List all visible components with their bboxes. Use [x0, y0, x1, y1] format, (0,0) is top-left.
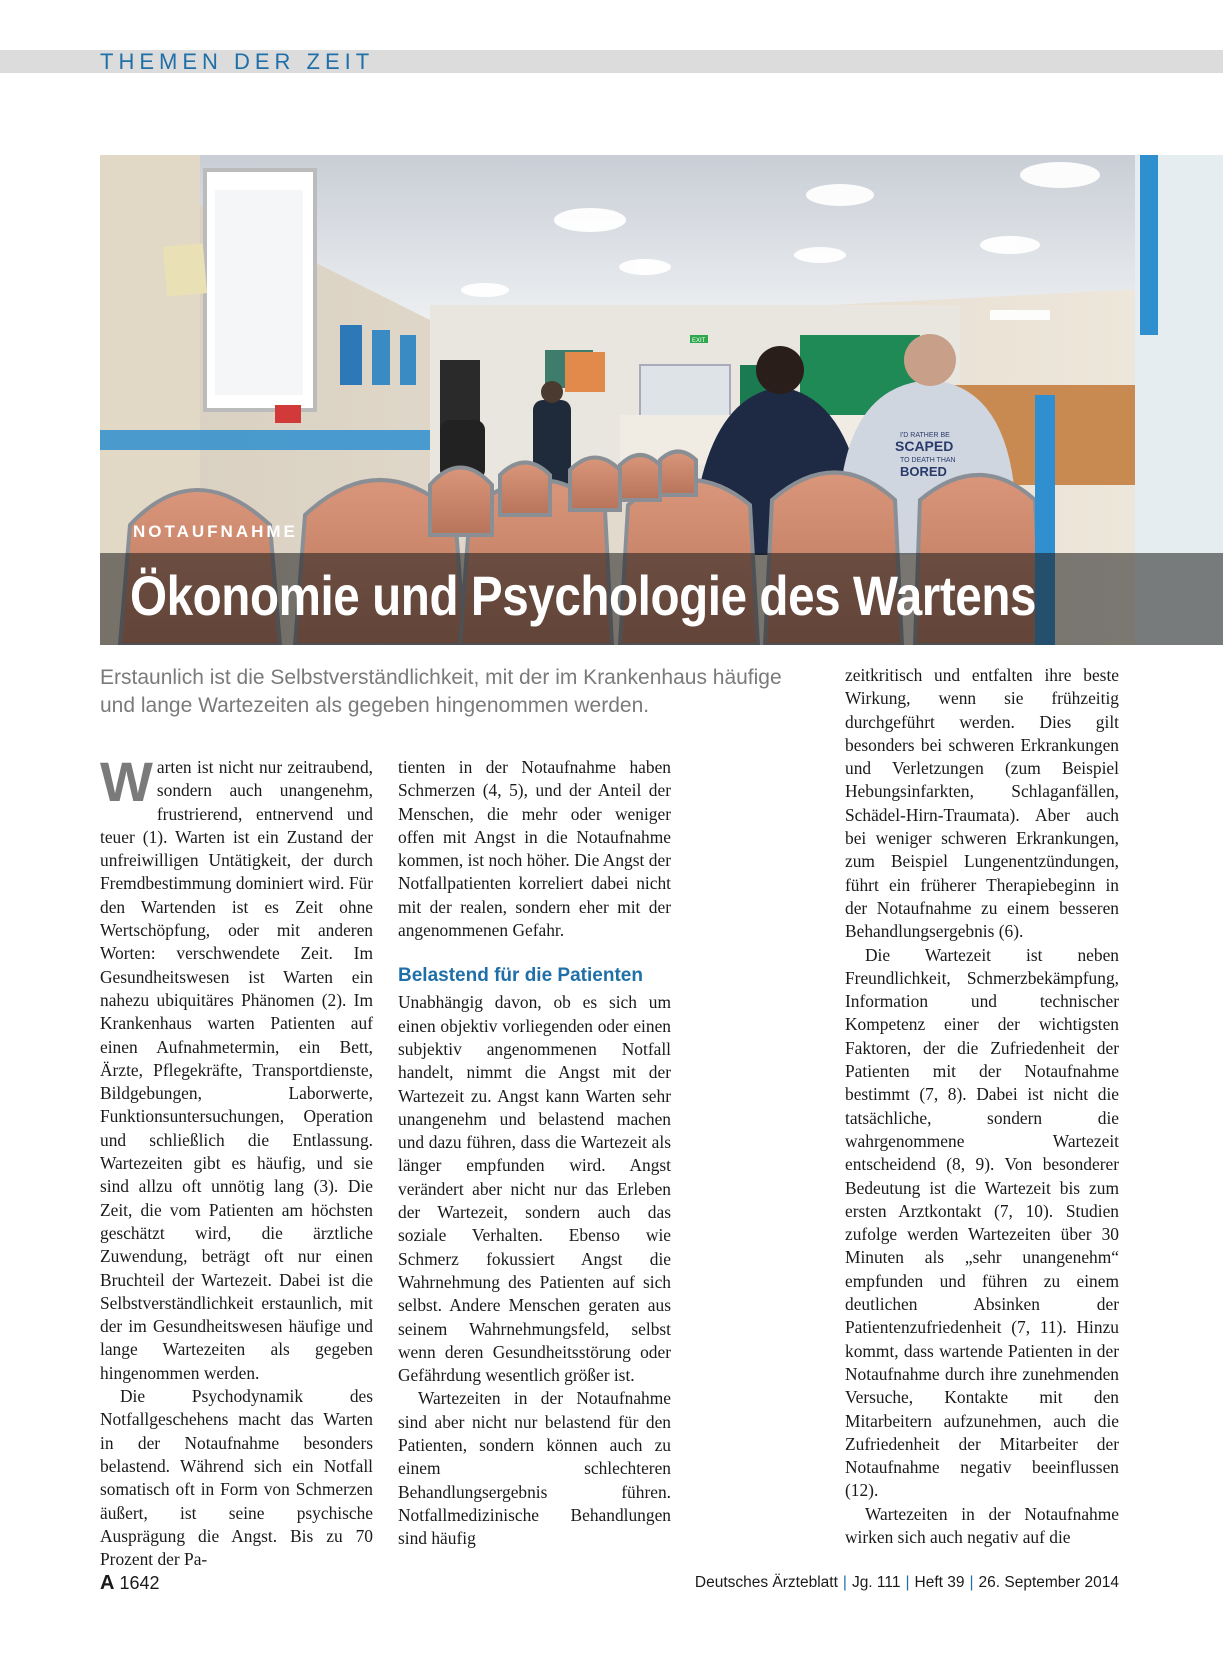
publication-date: 26. September 2014	[978, 1574, 1119, 1591]
article-kicker: NOTAUFNAHME	[133, 522, 298, 541]
shirt-text-2: SCAPED	[895, 438, 954, 454]
paragraph: Wartezeiten in der Notaufnahme wirken sich auch negativ auf die	[845, 1503, 1119, 1547]
article-title: Ökonomie und Psychologie des Wartens	[130, 564, 1037, 627]
drop-cap: W	[100, 750, 153, 813]
paragraph: Die Psychodynamik des Notfallgeschehens macht das Warten in der Notaufnahme besonders belastend. Während sich ein Notfall somatisch oft in Form von Schmerzen äußert, ist seine psychische Ausprägung die Angst. Bis zu 70 Prozent der Pa-	[100, 1386, 373, 1570]
shirt-text-1: I'D RATHER BE	[900, 432, 950, 439]
text-column-1	[100, 750, 373, 1571]
paragraph: zeitkritisch und entfalten ihre beste Wirkung, wenn sie frühzeitig durchgeführt werden. Dies gilt besonders bei schweren Erkrankungen und Verletzungen (zum Beispiel Hebungsinfarkten, Schlaganfällen, Schädel-Hirn-Traumata). Aber auch bei weniger schweren Erkrankungen, zum Beispiel Lungenentzündungen, führt ein früherer Therapiebeginn in der Notaufnahme zu einem besseren Behandlungsergebnis (6).	[845, 665, 1119, 942]
article-lead: Erstaunlich ist die Selbstverständlichkeit, mit der im Krankenhaus häufige und lange Wartezeiten als gegeben hingenommen werden.	[100, 666, 782, 717]
text-column-3	[845, 664, 1119, 1549]
journal-name: Deutsches Ärzteblatt	[694, 1574, 838, 1591]
separator: |	[842, 1574, 847, 1591]
page-number	[100, 1572, 160, 1595]
paragraph: Wartezeiten in der Notaufnahme sind aber nicht nur belastend für den Patienten, sondern können auch zu einem schlechteren Behandlungsergebnis führen. Notfallmedizinische Behandlungen sind häufig	[398, 1388, 671, 1549]
separator: |	[969, 1574, 974, 1591]
page-prefix: A	[100, 1572, 115, 1594]
text-column-2	[398, 756, 671, 1551]
page-number-value: 1642	[119, 1573, 160, 1593]
section-label: THEMEN DER ZEIT	[100, 49, 375, 74]
separator: |	[905, 1574, 910, 1591]
journal-volume: Jg. 111	[851, 1574, 901, 1591]
paragraph: Unabhängig davon, ob es sich um einen objektiv vorliegenden oder einen subjektiv angenommenen Notfall handelt, nimmt die Angst mit der Wartezeit zu. Angst kann Warten sehr unangenehm und belastend machen und dazu führen, dass die Wartezeit als länger empfunden wird. Angst verändert aber nicht nur das Erleben der Wartezeit, sondern auch das soziale Verhalten. Ebenso wie Schmerz fokussiert Angst die Wahrnehmung des Patienten auf sich selbst. Andere Menschen geraten aus seinem Wahrnehmungsfeld, selbst wenn deren Gesundheitsstörung oder Gefährdung wesentlich größer ist.	[398, 992, 671, 1386]
subheading: Belastend für die Patienten	[398, 965, 643, 987]
exit-sign: EXIT	[692, 338, 706, 344]
paragraph-text: arten ist nicht nur zeitraubend, sondern auch unangenehm, frustrierend, entnervend und teuer (1). Warten ist ein Zustand der unfreiwilligen Untätigkeit, der durch Fremdbestimmung dominiert wird. Für den Wartenden ist es Zeit ohne Wertschöpfung, oder mit anderen Worten: verschwendete Zeit. Im Gesundheitswesen ist Warten ein nahezu ubiquitäres Phänomen (2). Im Krankenhaus warten Patienten auf einen Aufnahmetermin, ein Bett, Ärzte, Pflegekräfte, Transportdienste, Bildgebungen, Laborwerte, Funktionsuntersuchungen, Operation und schließlich die Entlassung. Wartezeiten gibt es häufig, und sie sind allzu oft unnötig lang (3). Die Zeit, die vom Patienten am höchsten geschätzt wird, die ärztliche Zuwendung, beträgt oft nur einen Bruchteil der Wartezeit. Dabei ist die Selbstverständlichkeit erstaunlich, mit der im Gesundheitswesen häufige und lange Wartezeiten als gegeben hingenommen werden.	[100, 757, 373, 1383]
paragraph: Die Wartezeit ist neben Freundlichkeit, Schmerzbekämpfung, Information und technischer Kompetenz einer der wichtigsten Faktoren, der die Zufriedenheit der Patienten mit der Notaufnahme bestimmt (7, 8). Dabei ist nicht die tatsächliche, sondern die wahrgenommene Wartezeit entscheidend (8, 9). Von besonderer Bedeutung ist die Wartezeit bis zum ersten Arztkontakt (7, 10). Studien zufolge werden Wartezeiten über 30 Minuten als „sehr unangenehm“ empfunden und führen zu einem deutlichen Absinken der Patientenzufriedenheit (7, 11). Hinzu kommt, dass wartende Patienten in der Notaufnahme durch ihre zunehmenden Versuche, Kontakte mit den Mitarbeitern aufzunehmen, auch die Zufriedenheit der Mitarbeiter der Notaufnahme negativ beeinflussen (12).	[845, 944, 1119, 1501]
shirt-text-3: TO DEATH THAN	[900, 457, 956, 464]
paragraph	[100, 750, 373, 1385]
footer-citation	[695, 1574, 1119, 1592]
journal-issue: Heft 39	[914, 1574, 965, 1591]
shirt-text-4: BORED	[900, 464, 947, 479]
paragraph: tienten in der Notaufnahme haben Schmerzen (4, 5), und der Anteil der Menschen, die mehr oder weniger offen mit Angst in die Notaufnahme kommen, ist noch höher. Die Angst der Notfallpatienten korreliert dabei nicht mit der realen, sondern eher mit der angenommenen Gefahr.	[398, 757, 671, 941]
